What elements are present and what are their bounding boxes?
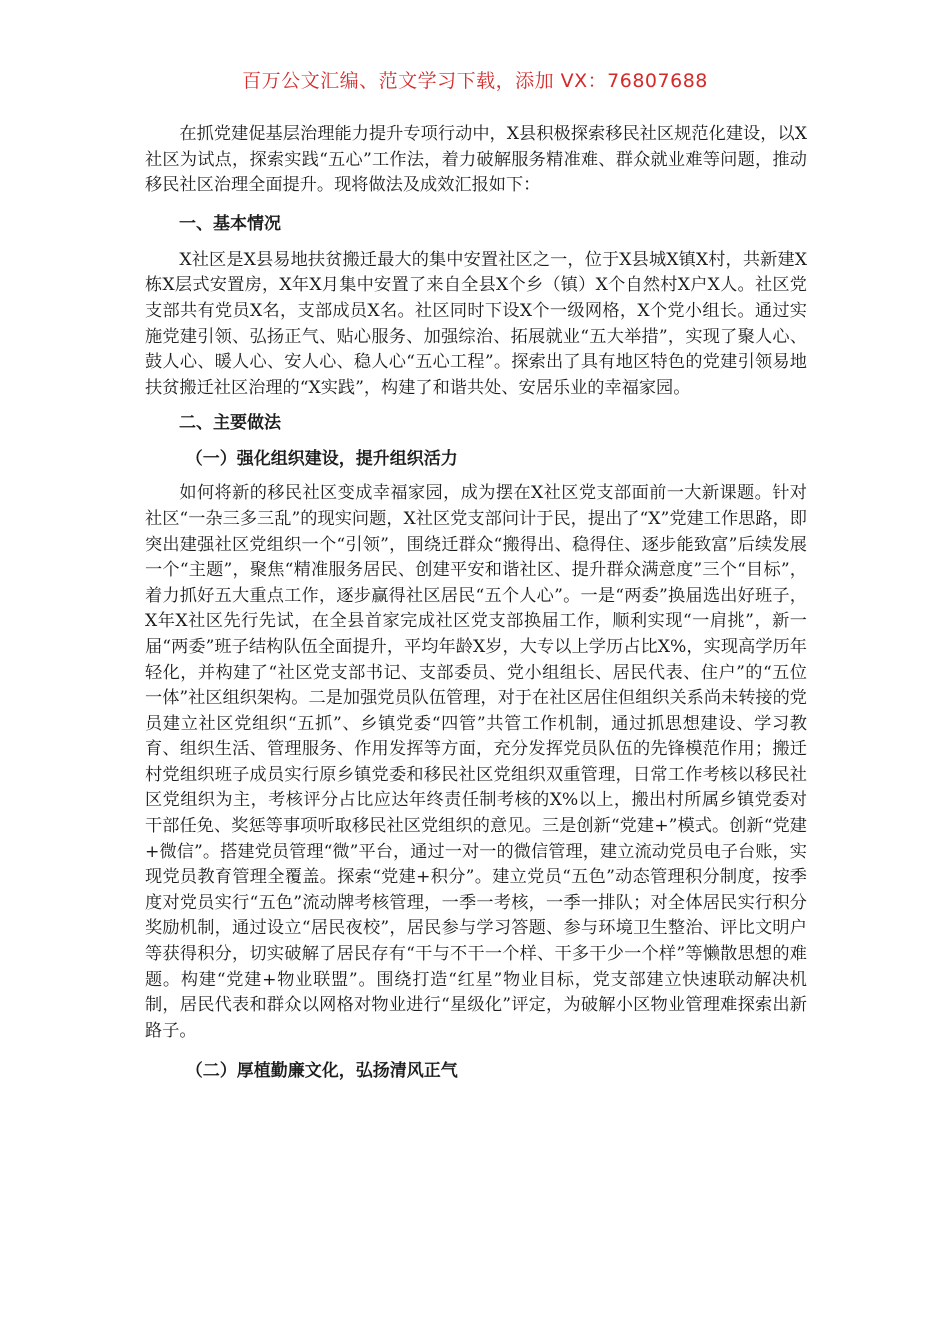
intro-paragraph: 在抓党建促基层治理能力提升专项行动中，X县积极探索移民社区规范化建设，以X社区为试点，探索实践“五心”工作法，着力破解服务精准难、群众就业难等问题，推动移民社区治理全面提升。现将做法及成效汇报如下： (145, 124, 807, 196)
section-2-heading: 二、主要做法 (179, 413, 281, 434)
section-1-heading: 一、基本情况 (179, 213, 281, 234)
subsection-1-heading: （一）强化组织建设，提升组织活力 (185, 449, 458, 470)
subsection-1-paragraph: 如何将新的移民社区变成幸福家园，成为摆在X社区党支部面前一大新课题。针对社区“一杂三多三乱”的现实问题，X社区党支部问计于民，提出了“X”党建工作思路，即突出建强社区党组织一个“引领”，围绕迁群众“搬得出、稳得住、逐步能致富”后续发展一个“主题”，聚焦“精准服务居民、创建平安和谐社区、提升群众满意度”三个“目标”，着力抓好五大重点工作，逐步赢得社区居民“五个人心”。一是“两委”换届选出好班子，X年X社区先行先试，在全县首家完成社区党支部换届工作，顺利实现“一肩挑”，新一届“两委”班子结构队伍全面提升，平均年龄X岁，大专以上学历占比X%，实现高学历年轻化，并构建了“社区党支部书记、支部委员、党小组组长、居民代表、住户”的“五位一体”社区组织架构。二是加强党员队伍管理，对于在社区居住但组织关系尚未转接的党员建立社区党组织“五抓”、乡镇党委“四管”共管工作机制，通过抓思想建设、学习教育、组织生活、管理服务、作用发挥等方面，充分发挥党员队伍的先锋模范作用；搬迁村党组织班子成员实行原乡镇党委和移民社区党组织双重管理，日常工作考核以移民社区党组织为主，考核评分占比应达年终责任制考核的X%以上，搬出村所属乡镇党委对干部任免、奖惩等事项听取移民社区党组织的意见。三是创新“党建+”模式。创新“党建+微信”。搭建党员管理“微”平台，通过一对一的微信管理，建立流动党员电子台账，实现党员教育管理全覆盖。探索“党建+积分”。建立党员“五色”动态管理积分制度，按季度对党员实行“五色”流动牌考核管理，一季一考核，一季一排队；对全体居民实行积分奖励机制，通过设立“居民夜校”，居民参与学习答题、参与环境卫生整治、评比文明户等获得积分，切实破解了居民存有“干与不干一个样、干多干少一个样”等懒散思想的难题。构建“党建+物业联盟”。围绕打造“红星”物业目标，党支部建立快速联动解决机制，居民代表和群众以网格对物业进行“星级化”评定，为破解小区物业管理难探索出新路子。 (145, 483, 807, 1041)
section-1-paragraph: X社区是X县易地扶贫搬迁最大的集中安置社区之一，位于X县城X镇X村，共新建X栋X层式安置房，X年X月集中安置了来自全县X个乡（镇）X个自然村X户X人。社区党支部共有党员X名，支部成员X名。社区同时下设X个一级网格，X个党小组长。通过实施党建引领、弘扬正气、贴心服务、加强综治、拓展就业“五大举措”，实现了聚人心、鼓人心、暖人心、安人心、稳人心“五心工程”。探索出了具有地区特色的党建引领易地扶贫搬迁社区治理的“X实践”，构建了和谐共处、安居乐业的幸福家园。 (145, 249, 807, 398)
subsection-2-heading: （二）厚植勤廉文化，弘扬清风正气 (185, 1061, 458, 1082)
watermark-header: 百万公文汇编、范文学习下载，添加 VX：76807688 (242, 70, 708, 92)
document-body (145, 122, 807, 1084)
